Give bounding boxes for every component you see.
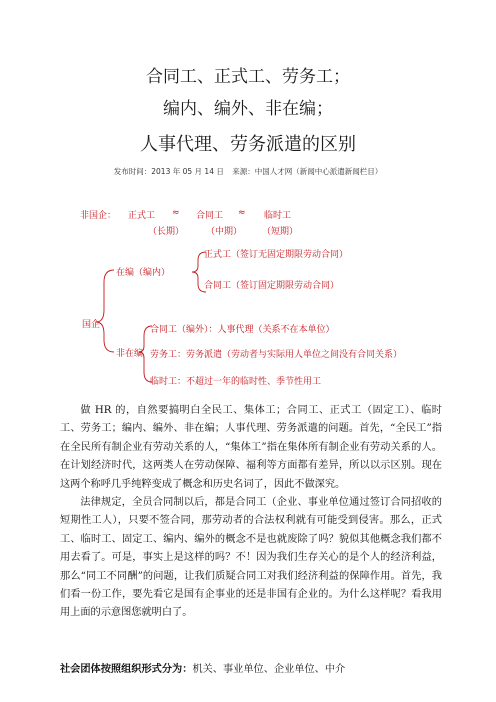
title-line-3: 人事代理、劳务派遣的区别 <box>140 134 356 155</box>
in-staff-label: 在编（编内） <box>116 268 171 278</box>
row1-approx-1: ≈ <box>172 208 180 218</box>
paragraph-2: 法律规定，全员合同制以后，都是合同工（企业、事业单位通过签订合同招收的短期性工人），只要不签合同，那劳动者的合法权利就有可能受到侵害。那么，正式工、临时工、固定工、编内、编外的概念不是也就废除了吗？貌似其他概念我们都不用去看了。可是，事实上是这样的吗？不！因为我们生存关心的是个人的经济利益，那么“同工不同酬”的问题，让我们质疑合同工对我们经济利益的保障作用。首先，我们看一份工作，要先看它是国有企事业的还是非国有企业的。为什么这样呢？看我用用上面的示意图您就明白了。 <box>60 497 442 619</box>
row1-temp: 临时工 <box>264 211 292 221</box>
row1-approx-2: ≈ <box>238 208 246 218</box>
source: 来源：中国人才网（新闻中心派遣新闻栏目） <box>232 167 383 176</box>
row2-long: （长期） <box>148 227 185 237</box>
title-line-1: 合同工、正式工、劳务工； <box>146 67 350 87</box>
row1-formal: 正式工 <box>128 211 156 221</box>
paragraph-3-rest: 机关、事业单位、企业单位、中介 <box>192 664 346 675</box>
contract-worker: 合同工（签订固定期限劳动合同） <box>204 281 340 291</box>
paragraph-1: 做 HR 的，自然要搞明白全民工、集体工；合同工、正式工（固定工）、临时工、劳务工；编内、编外、非在编；人事代理、劳务派遣的问题。首先，“全民工”指在全民所有制企业有劳动关系的人，“集体工”指在集体所有制企业有劳动关系的人。在计划经济时代，这两类人在劳动保障、福利等方面都有差异，所以以示区别。现在这两个称呼几乎纯粹变成了概念和历史名词了，因此不做深究。 <box>60 405 442 490</box>
title-line-2: 编内、编外、非在编； <box>163 99 333 119</box>
non-staff-label: 非在编 <box>116 349 144 359</box>
row2-short: （短期） <box>262 227 299 237</box>
labor-dispatch: 劳务工：劳务派遣（劳动者与实际用人单位之间没有合同关系） <box>150 350 403 360</box>
temp-worker: 临时工：不超过一年的临时性、季节性用工 <box>150 377 322 387</box>
row2-mid: （中期） <box>206 227 243 237</box>
non-state-label: 非国企： <box>80 211 117 221</box>
paragraph-3-bold: 社会团体按照组织形式分为： <box>60 663 193 675</box>
formal-worker: 正式工（签订无固定期限劳动合同） <box>204 250 349 260</box>
publish-time: 发布时间：2013 年 05 月 14 日 <box>113 167 224 176</box>
outsourced-contract: 合同工（编外）：人事代理（关系不在本单位） <box>150 325 335 335</box>
paragraph-3 <box>60 660 442 679</box>
state-label: 国企 <box>82 320 101 330</box>
row1-contract: 合同工 <box>196 211 224 221</box>
